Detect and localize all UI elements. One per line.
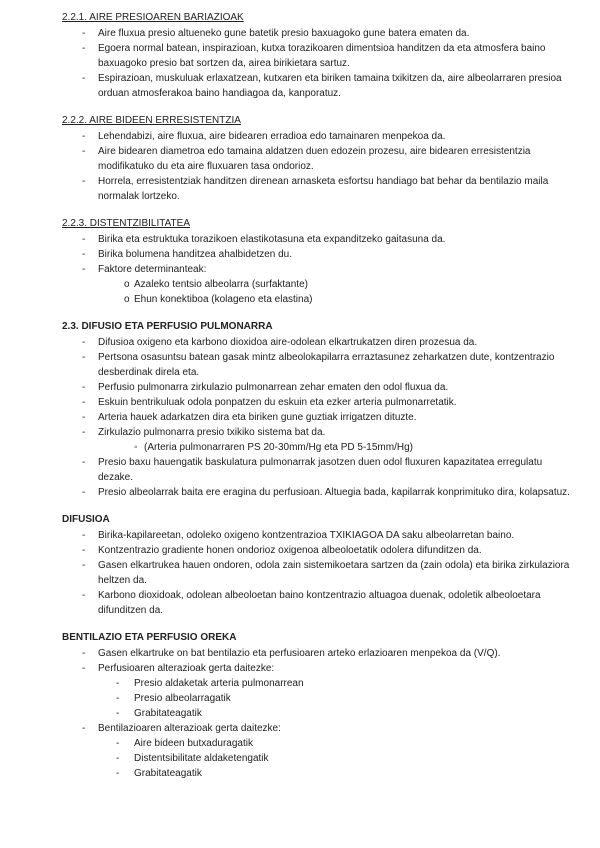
- bullet-list: [62, 528, 572, 618]
- list-item: - Horrela, erresistentziak handitzen direnean arnasketa esfortsu handiago bat behar da bentilazio maila normalak lortzeko.: [82, 176, 549, 202]
- sub-list-item: o Ehun konektiboa (kolageno eta elastina): [124, 294, 313, 305]
- list-item: - Perfusioaren alterazioak gerta daitezke: - Presio aldaketak arteria pulmonarrean - Presio albeolarragatik - Grabitateagatik: [62, 661, 572, 721]
- list-item: - Perfusio pulmonarra zirkulazio pulmonarrean zehar ematen den odol fluxua da.: [82, 382, 449, 393]
- list-item: - Arteria hauek adarkatzen dira eta biriken gune guztiak irrigatzen dituzte.: [82, 412, 417, 423]
- bullet-list: [62, 129, 572, 204]
- sub-list: [62, 277, 572, 307]
- section-2-3: [62, 319, 572, 500]
- list-item: - Aire fluxua presio altueneko gune batetik presio baxuagoko gune batera ematen da.: [82, 28, 470, 39]
- sub-list-item: - Presio aldaketak arteria pulmonarrean: [116, 678, 304, 689]
- sub-list-item: - Aire bideen butxaduragatik: [116, 738, 253, 749]
- list-item: - Birika eta estruktuka torazikoen elastikotasuna eta expanditzeko gaitasuna da.: [82, 234, 446, 245]
- section-title: DIFUSIOA: [62, 514, 110, 525]
- section-title: 2.2.1. AIRE PRESIOAREN BARIAZIOAK: [62, 12, 244, 23]
- bullet-list: [62, 232, 572, 277]
- bullet-list: [62, 646, 572, 781]
- section-difusioa: [62, 512, 572, 618]
- section-bentilazio: [62, 630, 572, 781]
- bullet-list: [62, 26, 572, 101]
- section-title: BENTILAZIO ETA PERFUSIO OREKA: [62, 632, 237, 643]
- list-item: - Egoera normal batean, inspirazioan, kutxa torazikoaren dimentsioa handitzen da eta atmosfera baino baxuagoko presio bat sortzen da, airea birikietara sartuz.: [82, 43, 546, 69]
- sub-list-item: - Grabitateagatik: [116, 768, 202, 779]
- sub-list: [98, 676, 572, 721]
- list-item: - Presio albeolarrak baita ere eragina du perfusioan. Altuegia bada, kapilarrak konprimituko dira, kolapsatuz.: [82, 487, 570, 498]
- list-item: - Presio baxu hauengatik baskulatura pulmonarrak jasotzen duen odol fluxuren kapazitatea erregulatu dezake.: [82, 457, 543, 483]
- section-2-2-2: [62, 113, 572, 204]
- pressure-note: ◦ (Arteria pulmonarraren PS 20-30mm/Hg eta PD 5-15mm/Hg): [134, 442, 413, 453]
- section-2-2-1: [62, 10, 572, 101]
- section-title: 2.3. DIFUSIO ETA PERFUSIO PULMONARRA: [62, 321, 273, 332]
- list-item: - Difusioa oxigeno eta karbono dioxidoa aire-odolean elkartrukatzen diren prozesua da.: [82, 337, 478, 348]
- list-item: - Lehendabizi, aire fluxua, aire bidearen erradioa edo tamainaren menpekoa da.: [82, 131, 446, 142]
- list-item: - Birika bolumena handitzea ahalbidetzen du.: [82, 249, 293, 260]
- sub-list-item: - Presio albeolarragatik: [116, 693, 231, 704]
- list-item: - Birika-kapilareetan, odoleko oxigeno kontzentrazioa TXIKIAGOA DA saku albeolarretan baino.: [82, 530, 515, 541]
- bullet-list: [62, 455, 572, 500]
- section-2-2-3: [62, 216, 572, 307]
- list-item: - Gasen elkartruke on bat bentilazio eta perfusioaren arteko erlazioaren menpekoa da (V/Q).: [82, 648, 501, 659]
- list-item: - Espirazioan, muskuluak erlaxatzean, kutxaren eta biriken tamaina txikitzen da, aire albeolarraren presioa orduan atmosferakoa baino handiagoa da, kanporatuz.: [82, 73, 562, 99]
- bullet-list: [62, 335, 572, 440]
- list-item: - Zirkulazio pulmonarra presio txikiko sistema bat da.: [82, 427, 326, 438]
- sub-list-item: - Distentsibilitate aldaketengatik: [116, 753, 269, 764]
- sub-list: [98, 736, 572, 781]
- section-title: 2.2.3. DISTENTZIBILITATEA: [62, 218, 190, 229]
- list-item: - Gasen elkartrukea hauen ondoren, odola zain sistemikoetara sartzen da (zain odola) eta birika zirkulaziora heltzen da.: [82, 560, 570, 586]
- sub-list-item: - Grabitateagatik: [116, 708, 202, 719]
- list-item: - Karbono dioxidoak, odolean albeoloetan baino kontzentrazio altuagoa duenak, odoletik albeoloetara difunditzen da.: [82, 590, 541, 616]
- list-item: - Eskuin bentrikuluak odola ponpatzen du eskuin eta ezker arteria pulmonarretatik.: [82, 397, 457, 408]
- section-title: 2.2.2. AIRE BIDEEN ERRESISTENTZIA: [62, 115, 241, 126]
- list-item: - Kontzentrazio gradiente honen ondorioz oxigenoa albeoloetatik odolera difunditzen da.: [82, 545, 482, 556]
- list-item: - Bentilazioaren alterazioak gerta daitezke: - Aire bideen butxaduragatik - Distentsibilitate aldaketengatik - Grabitateagatik: [62, 721, 572, 781]
- list-item: - Pertsona osasuntsu batean gasak mintz albeolokapilarra erraztasunez zeharkatzen dute, kontzentrazio desberdinak direla eta.: [82, 352, 555, 378]
- list-item: - Faktore determinanteak:: [82, 264, 207, 275]
- sub-list-item: o Azaleko tentsio albeolarra (surfaktante): [124, 279, 308, 290]
- list-item: - Aire bidearen diametroa edo tamaina aldatzen duen edozein prozesu, aire bidearen erresistentzia modifikatuko du eta aire fluxuaren tasa ondorioz.: [82, 146, 531, 172]
